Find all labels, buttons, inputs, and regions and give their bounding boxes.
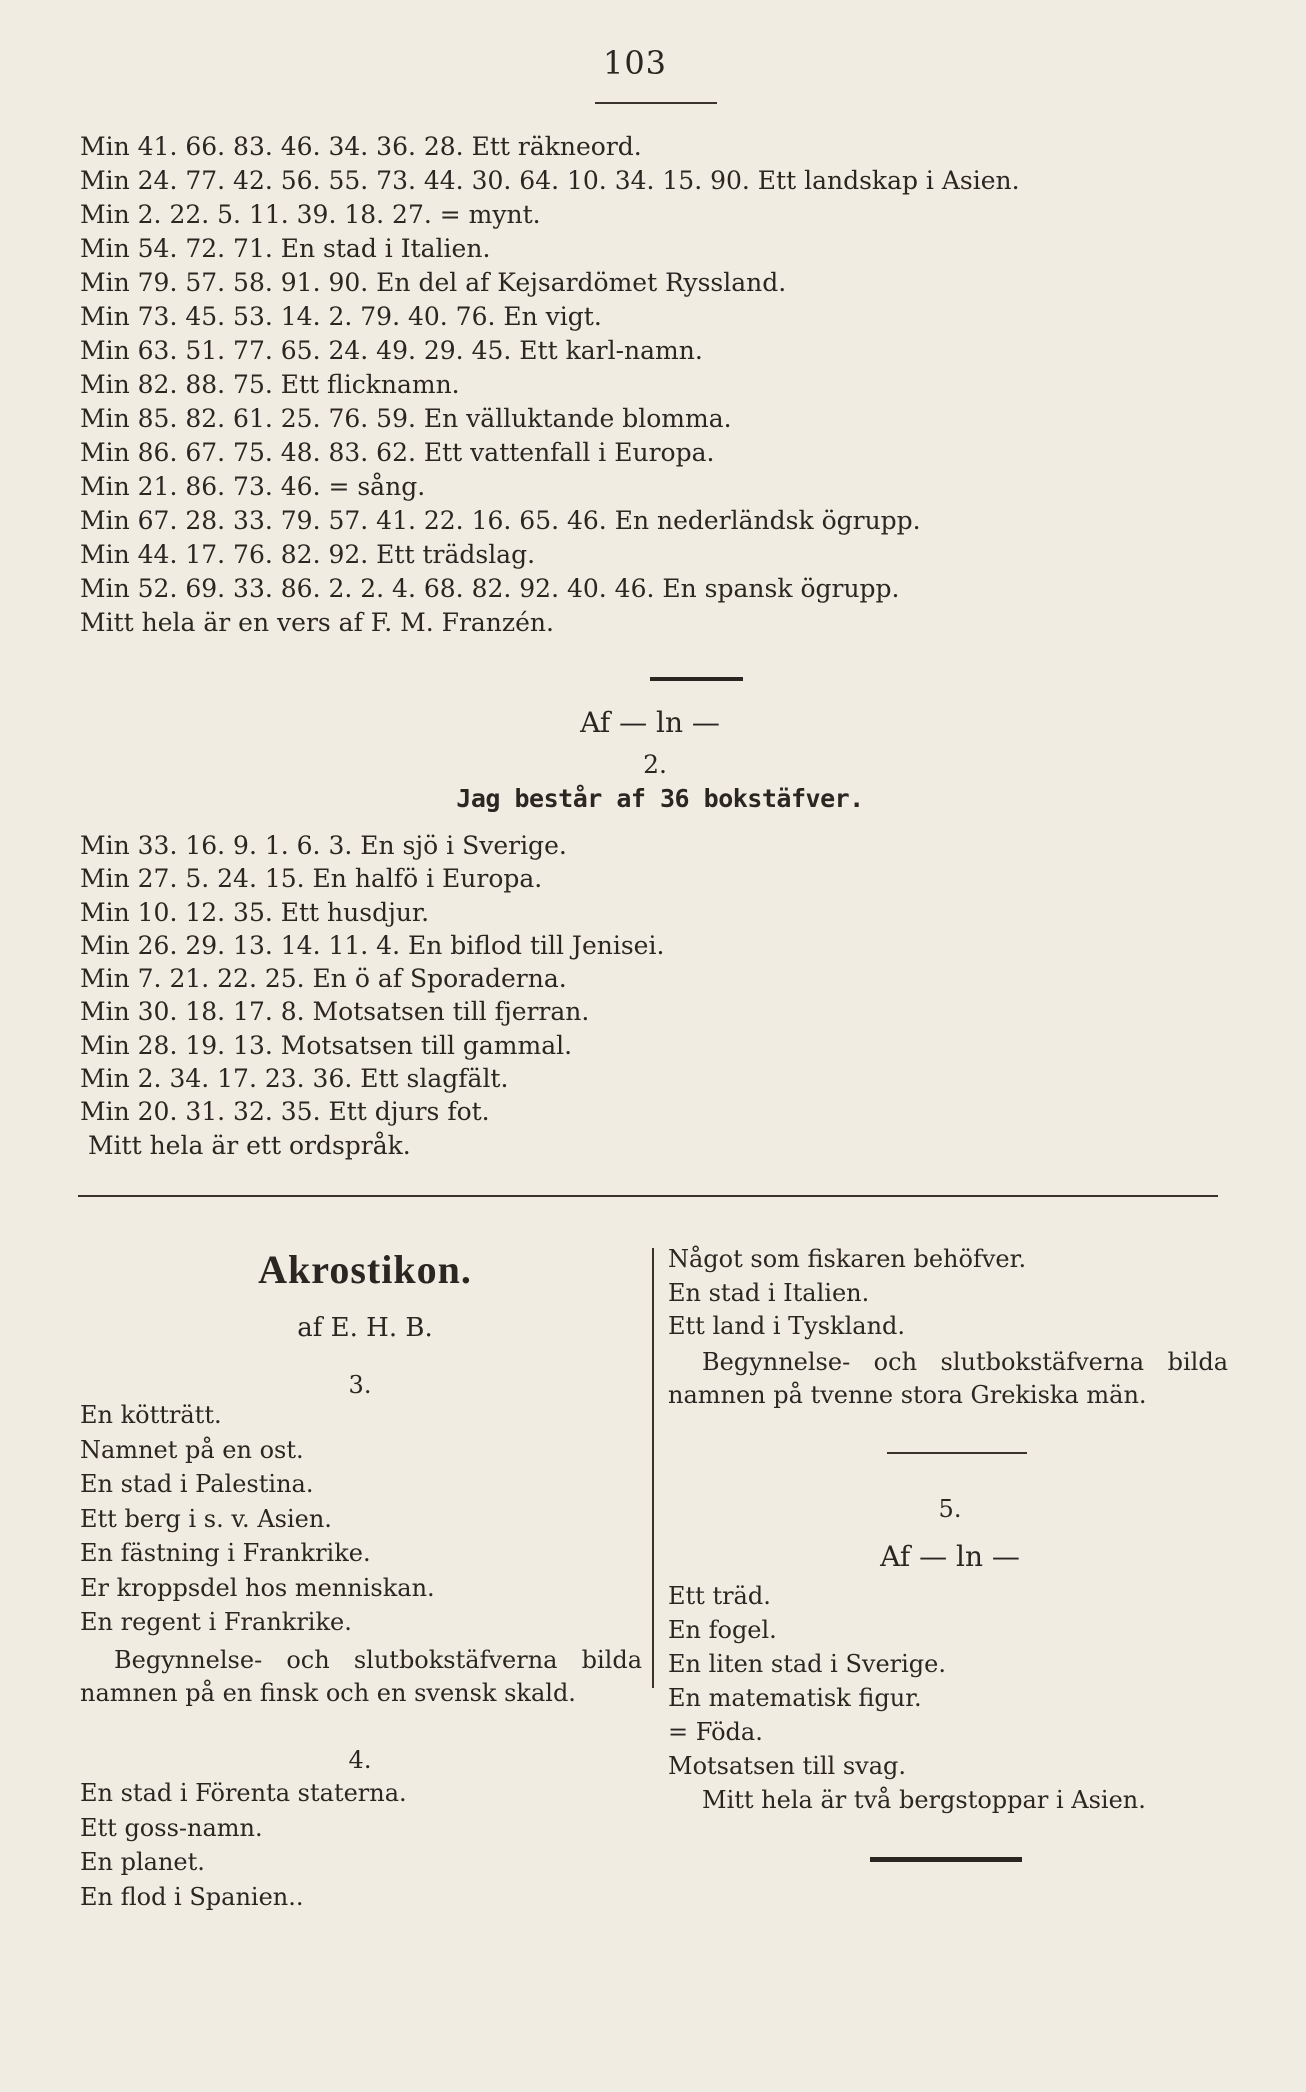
puzzle-5-number: 5. [938,1495,962,1523]
puzzle-line: Min 67. 28. 33. 79. 57. 41. 22. 16. 65. 46. En nederländsk ögrupp. [80,506,921,535]
puzzle-line: Mitt hela är en vers af F. M. Franzén. [80,608,554,637]
puzzle-line: En fästning i Frankrike. [80,1539,371,1567]
puzzle-2-heading: Jag består af 36 bokstäfver. [456,784,864,813]
puzzle-line: En planet. [80,1848,205,1876]
puzzle-line: Min 85. 82. 61. 25. 76. 59. En välluktande blomma. [80,404,732,433]
puzzle-line: Min 20. 31. 32. 35. Ett djurs fot. [80,1097,490,1127]
puzzle-5-signature: Af — ln — [880,1540,1020,1573]
page-number: 103 [602,44,668,82]
puzzle-line: En liten stad i Sverige. [668,1650,947,1678]
puzzle-line: Ett träd. [668,1582,771,1610]
puzzle-line: Min 82. 88. 75. Ett flicknamn. [80,370,460,399]
page-number-underline [595,102,717,104]
puzzle-line: Min 52. 69. 33. 86. 2. 2. 4. 68. 82. 92. 40. 46. En spansk ögrupp. [80,574,900,603]
puzzle-line: Min 21. 86. 73. 46. = sång. [80,472,426,501]
puzzle-2-number: 2. [643,750,667,779]
puzzle-4-lines-left [80,1776,407,1914]
puzzle-line: Min 28. 19. 13. Motsatsen till gammal. [80,1030,573,1060]
puzzle-line: Min 10. 12. 35. Ett husdjur. [80,897,430,927]
puzzle-line: En regent i Frankrike. [80,1608,352,1636]
puzzle-line: Min 73. 45. 53. 14. 2. 79. 40. 76. En vigt. [80,302,602,331]
puzzle-line: Min 2. 22. 5. 11. 39. 18. 27. = mynt. [80,200,541,229]
puzzle-line: Min 2. 34. 17. 23. 36. Ett slagfält. [80,1064,509,1094]
puzzle-line: En fogel. [668,1616,777,1644]
puzzle-2-lines [80,829,664,1162]
puzzle-line: Namnet på en ost. [80,1435,304,1464]
puzzle-1-lines [80,130,1020,640]
section-rule [887,1452,1027,1454]
puzzle-line: = Föda. [668,1718,763,1746]
puzzle-line: Min 33. 16. 9. 1. 6. 3. En sjö i Sverige. [80,831,567,860]
column-divider [652,1248,654,1688]
puzzle-line: Min 41. 66. 83. 46. 34. 36. 28. Ett räkneord. [80,132,642,161]
puzzle-4-number: 4. [348,1746,372,1774]
puzzle-line: En stad i Italien. [668,1278,870,1307]
puzzle-3-number: 3. [348,1371,372,1399]
puzzle-line: Mitt hela är ett ordspråk. [80,1130,411,1160]
puzzle-line: Ett goss-namn. [80,1813,263,1842]
puzzle-3-note: Begynnelse- och slutbokstäfverna bilda namnen på en finsk och en svensk skald. [80,1646,642,1707]
puzzle-line: Min 7. 21. 22. 25. En ö af Sporaderna. [80,964,567,994]
puzzle-4-lines-right [668,1243,1026,1344]
akrostikon-title: Akrostikon. [258,1247,472,1292]
puzzle-line: Något som fiskaren behöfver. [668,1245,1027,1273]
puzzle-4-note: Begynnelse- och slutbokstäfverna bilda namnen på tvenne stora Grekiska män. [668,1348,1228,1409]
puzzle-5-final [702,1783,1146,1818]
puzzle-line: Ett land i Tyskland. [668,1312,906,1340]
puzzle-line: Motsatsen till svag. [668,1752,907,1780]
puzzle-line: Min 30. 18. 17. 8. Motsatsen till fjerran. [80,997,590,1027]
akrostikon-author: af E. H. B. [297,1313,433,1343]
section-divider [78,1195,1218,1197]
puzzle-line: Ett berg i s. v. Asien. [80,1504,332,1533]
puzzle-line: Min 54. 72. 71. En stad i Italien. [80,234,491,263]
puzzle-line: Min 26. 29. 13. 14. 11. 4. En biflod till Jenisei. [80,930,665,960]
puzzle-line: Mitt hela är två bergstoppar i Asien. [702,1786,1146,1814]
puzzle-5-lines [668,1579,946,1783]
puzzle-line: En flod i Spanien.. [80,1882,304,1911]
section-rule [650,677,743,681]
end-rule [870,1857,1022,1862]
puzzle-3-lines [80,1398,435,1640]
puzzle-line: En kötträtt. [80,1401,222,1429]
puzzle-line: Min 79. 57. 58. 91. 90. En del af Kejsardömet Ryssland. [80,268,787,297]
puzzle-line: Min 27. 5. 24. 15. En halfö i Europa. [80,864,543,894]
puzzle-line: Er kroppsdel hos menniskan. [80,1573,435,1602]
puzzle-line: En stad i Förenta staterna. [80,1779,407,1807]
puzzle-line: Min 86. 67. 75. 48. 83. 62. Ett vattenfall i Europa. [80,438,715,467]
puzzle-line: Min 24. 77. 42. 56. 55. 73. 44. 30. 64. 10. 34. 15. 90. Ett landskap i Asien. [80,166,1020,195]
puzzle-1-signature: Af — ln — [580,706,720,739]
puzzle-line: Min 44. 17. 76. 82. 92. Ett trädslag. [80,540,536,569]
puzzle-line: Min 63. 51. 77. 65. 24. 49. 29. 45. Ett karl-namn. [80,336,703,365]
puzzle-line: En matematisk figur. [668,1684,922,1712]
puzzle-line: En stad i Palestina. [80,1470,314,1498]
